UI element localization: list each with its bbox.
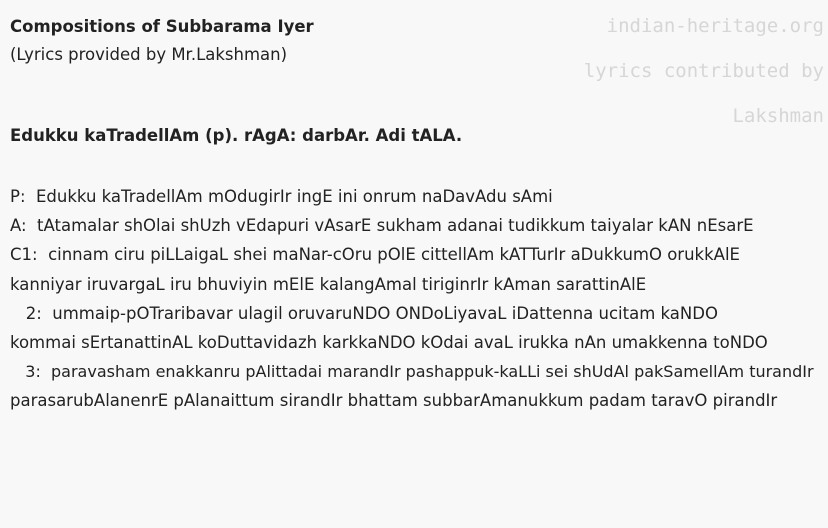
watermark-site: indian-heritage.org — [606, 15, 824, 37]
lyric-line-anupallavi: A: tAtamalar shOlai shUzh vEdapuri vAsarE sukham adanai tudikkum taiyalar kAN nEsarE — [10, 216, 754, 236]
song-heading: Edukku kaTradellAm (p). rAgA: darbAr. Adi tALA. — [10, 126, 463, 145]
watermark-contributor: Lakshman — [732, 105, 824, 127]
page-content — [10, 15, 822, 416]
lyric-line-charanam-3a: 3: paravasham enakkanru pAlittadai marandIr pashappuk-kaLLi sei shUdAl pakSamellAm turandIr — [10, 362, 814, 382]
song-lyrics — [10, 182, 822, 416]
lyric-line-charanam-2b: kommai sErtanattinAL koDuttavidazh karkkaNDO kOdai avaL irukka nAn umakkenna toNDO — [10, 333, 768, 353]
watermark-contributed: lyrics contributed by — [583, 60, 824, 82]
lyric-line-charanam-3b: parasarubAlanenrE pAlanaittum sirandIr bhattam subbarAmanukkum padam taravO pirandIr — [10, 391, 778, 411]
lyrics-credit: (Lyrics provided by Mr.Lakshman) — [10, 45, 288, 64]
lyric-line-charanam-1a: C1: cinnam ciru piLLaigaL shei maNar-cOru pOlE cittellAm kATTurIr aDukkumO orukkAlE — [10, 245, 740, 265]
lyric-line-charanam-2a: 2: ummaip-pOTraribavar ulagil oruvaruNDO ONDoLiyavaL iDattenna ucitam kaNDO — [10, 303, 718, 323]
lyric-line-charanam-1b: kanniyar iruvargaL iru bhuviyin mElE kalangAmal tiriginrIr kAman sarattinAlE — [10, 274, 647, 294]
lyric-line-pallavi: P: Edukku kaTradellAm mOdugirIr ingE ini onrum naDavAdu sAmi — [10, 187, 553, 206]
page-title: Compositions of Subbarama Iyer — [10, 17, 314, 36]
